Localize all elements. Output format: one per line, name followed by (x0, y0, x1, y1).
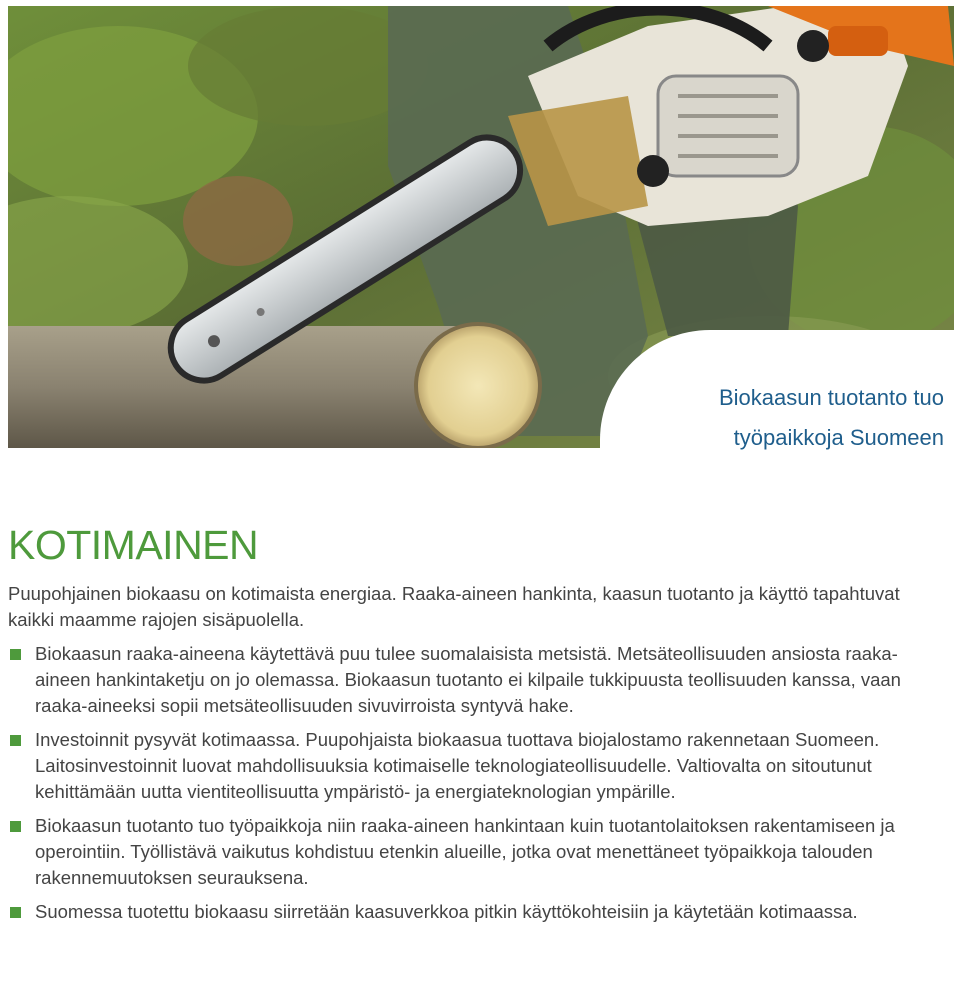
section-content (8, 581, 948, 933)
list-item (8, 813, 948, 891)
intro-paragraph: Puupohjainen biokaasu on kotimaista energiaa. Raaka-aineen hankinta, kaasun tuotanto ja käyttö tapahtuvat kaikki maamme rajojen sisäpuolella. (8, 583, 900, 630)
square-bullet-icon (10, 735, 21, 746)
bullet-list (8, 641, 948, 925)
list-item (8, 641, 948, 719)
list-item-text: Biokaasun tuotanto tuo työpaikkoja niin raaka-aineen hankintaan kuin tuotantolaitoksen rakentamiseen ja operointiin. Työllistävä vaikutus kohdistuu etenkin alueille, jotka ovat menettäneet työpaikkoja talouden rakennemuutoksen seurauksena. (35, 815, 895, 888)
list-item (8, 727, 948, 805)
callout-line-1: Biokaasun tuotanto tuo (718, 385, 944, 410)
square-bullet-icon (10, 649, 21, 660)
section-title: KOTIMAINEN (8, 522, 259, 568)
list-item-text: Biokaasun raaka-aineena käytettävä puu tulee suomalaisista metsistä. Metsäteollisuuden ansiosta raaka-aineen hankintaketju on jo olemassa. Biokaasun tuotanto ei kilpaile tukkipuusta teollisuuden kanssa, vaan raaka-aineeksi sopii metsäteollisuuden sivuvirroista syntyvä hake. (35, 643, 901, 716)
list-item (8, 899, 948, 925)
list-item-text: Investoinnit pysyvät kotimaassa. Puupohjaista biokaasua tuottava biojalostamo rakennetaan Suomeen. Laitosinvestoinnit luovat mahdollisuuksia kotimaiselle teknologiateollisuudelle. Valtiovalta on sitoutunut kehittämään uutta vientiteollisuutta ympäristö- ja energiateknologian ympärille. (35, 729, 880, 802)
callout-line-2: työpaikkoja Suomeen (733, 425, 944, 450)
list-item-text: Suomessa tuotettu biokaasu siirretään kaasuverkkoa pitkin käyttökohteisiin ja käytetään kotimaassa. (35, 901, 858, 922)
square-bullet-icon (10, 821, 21, 832)
square-bullet-icon (10, 907, 21, 918)
callout-text (614, 378, 944, 458)
